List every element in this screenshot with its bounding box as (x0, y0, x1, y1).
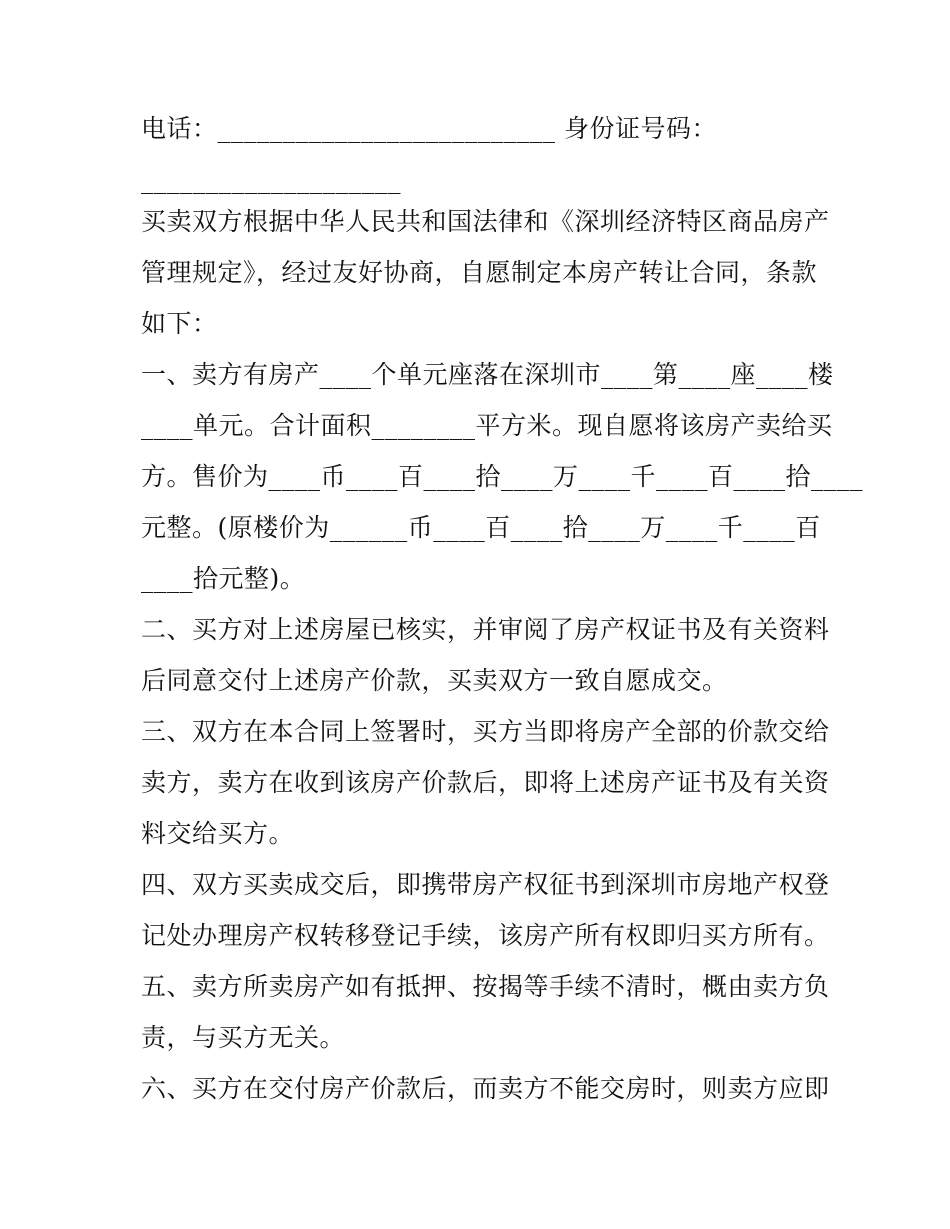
clause-3-line-1: 三、双方在本合同上签署时，买方当即将房产全部的价款交给 (141, 717, 830, 746)
clause-3-line-2: 卖方，卖方在收到该房产价款后，即将上述房产证书及有关资 (141, 768, 830, 797)
clause-2-line-1: 二、买方对上述房屋已核实，并审阅了房产权证书及有关资料 (141, 615, 830, 644)
clause-5-line-2: 责，与买方无关。 (141, 1023, 346, 1052)
phone-id-line: 电话：__________________________ 身份证号码： (141, 114, 717, 143)
clause-1-line-2: ____单元。合计面积________平方米。现自愿将该房产卖给买 (141, 411, 833, 440)
intro-line-3: 如下： (141, 309, 218, 338)
intro-line-1: 买卖双方根据中华人民共和国法律和《深圳经济特区商品房产 (141, 207, 830, 236)
id-blank-line: ____________________ (141, 165, 401, 194)
clause-4-line-1: 四、双方买卖成交后，即携带房产权征书到深圳市房地产权登 (141, 870, 830, 899)
clause-6-line-1: 六、买方在交付房产价款后，而卖方不能交房时，则卖方应即 (141, 1074, 830, 1103)
clause-5-line-1: 五、卖方所卖房产如有抵押、按揭等手续不清时，概由卖方负 (141, 972, 830, 1001)
clause-1-line-5: ____拾元整)。 (141, 564, 306, 593)
clause-2-line-2: 后同意交付上述房产价款，买卖双方一致自愿成交。 (141, 666, 728, 695)
clause-1-line-3: 方。售价为____币____百____拾____万____千____百____拾____ (141, 462, 864, 491)
clause-4-line-2: 记处办理房产权转移登记手续，该房产所有权即归买方所有。 (141, 921, 830, 950)
clause-3-line-3: 料交给买方。 (141, 819, 295, 848)
clause-1-line-4: 元整。(原楼价为______币____百____拾____万____千____百 (141, 513, 821, 542)
clause-1-line-1: 一、卖方有房产____个单元座落在深圳市____第____座____楼 (141, 360, 834, 389)
intro-line-2: 管理规定》，经过友好协商，自愿制定本房产转让合同，条款 (141, 258, 818, 287)
